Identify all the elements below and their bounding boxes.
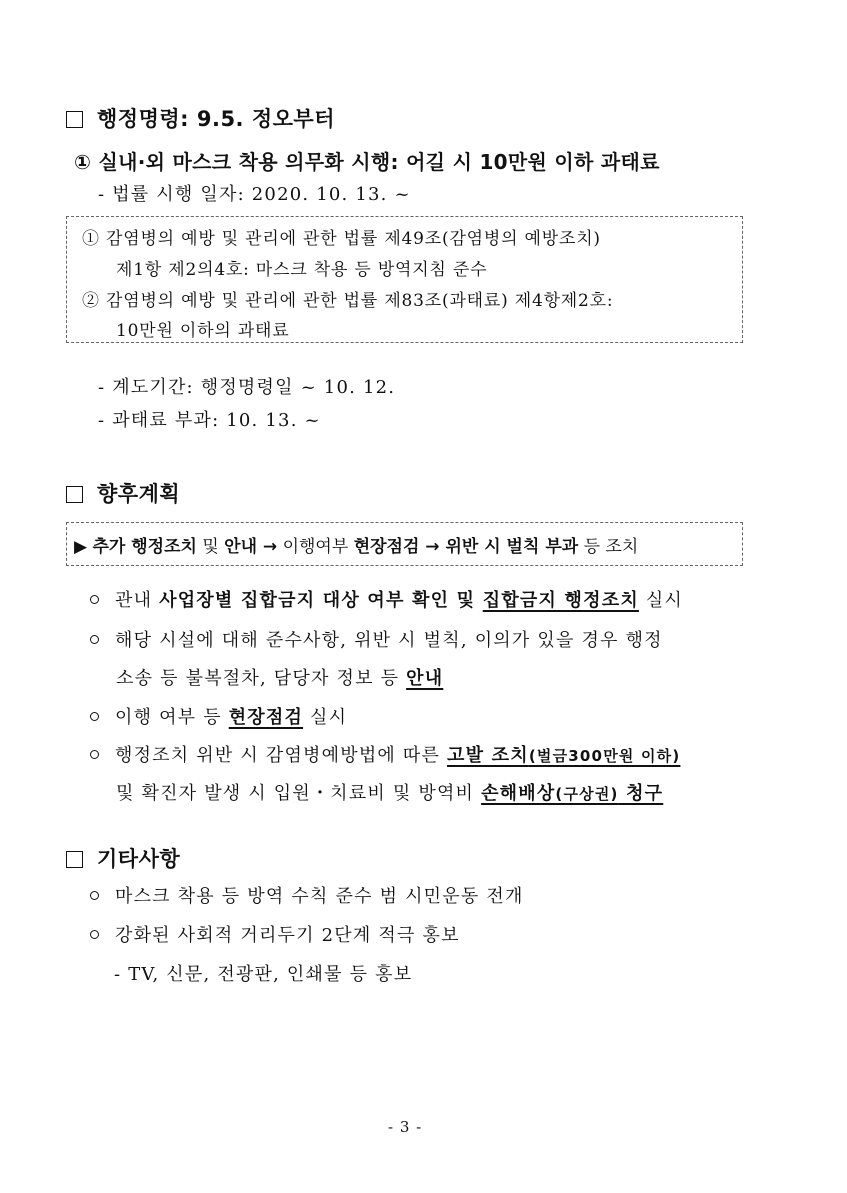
triangle-marker-icon: ▶	[74, 537, 88, 557]
law-box-line4: 10만원 이하의 과태료	[116, 321, 290, 341]
summary-part4: 이행여부	[277, 537, 354, 557]
summary-part2: 및	[196, 537, 225, 557]
plan-bullet-1: 관내 사업장별 집합금지 대상 여부 확인 및 집합금지 행정조치 실시	[90, 586, 683, 612]
checkbox-square-icon	[66, 111, 83, 128]
section3-title: 기타사항	[97, 847, 181, 871]
summary-part1: 추가 행정조치	[92, 537, 197, 557]
circle-bullet-icon	[90, 595, 99, 604]
law-box-line3: ② 감염병의 예방 및 관리에 관한 법률 제83조(과태료) 제4항제2호:	[82, 291, 614, 311]
plan-bullet-3: 이행 여부 등 현장점검 실시	[90, 703, 347, 729]
guide-period-line: - 계도기간: 행정명령일 ~ 10. 12.	[98, 377, 396, 398]
law-date-line: - 법률 시행 일자: 2020. 10. 13. ~	[98, 184, 411, 205]
fine-line: - 과태료 부과: 10. 13. ~	[98, 410, 321, 431]
plan-bullet-2-cont: 소송 등 불복절차, 담당자 정보 등 안내	[116, 668, 444, 689]
section1-item1-title: ① 실내·외 마스크 착용 의무화 시행: 어길 시 10만원 이하 과태료	[74, 150, 660, 174]
plan-bullet-2: 해당 시설에 대해 준수사항, 위반 시 벌칙, 이의가 있을 경우 행정	[90, 626, 663, 652]
section1-heading	[66, 103, 335, 133]
circle-bullet-icon	[90, 930, 99, 939]
etc-bullet-2: 강화된 사회적 거리두기 2단계 적극 홍보	[90, 921, 460, 947]
law-box-line2: 제1항 제2의4호: 마스크 착용 등 방역지침 준수	[116, 260, 488, 280]
plan-summary-line	[74, 532, 638, 557]
page-number: - 3 -	[388, 1118, 423, 1136]
section3-heading	[66, 843, 180, 873]
summary-part3: 안내 →	[224, 537, 278, 557]
circle-bullet-icon	[90, 635, 99, 644]
section2-heading	[66, 478, 180, 508]
circle-bullet-icon	[90, 712, 99, 721]
section2-title: 향후계획	[97, 482, 181, 506]
plan-bullet-4: 행정조치 위반 시 감염병예방법에 따른 고발 조치(벌금300만원 이하)	[90, 741, 680, 767]
law-box-line1: ① 감염병의 예방 및 관리에 관한 법률 제49조(감염병의 예방조치)	[82, 229, 601, 249]
checkbox-square-icon	[66, 486, 83, 503]
etc-sub-line: - TV, 신문, 전광판, 인쇄물 등 홍보	[114, 964, 413, 985]
checkbox-square-icon	[66, 851, 83, 868]
plan-bullet-4-cont: 및 확진자 발생 시 입원・치료비 및 방역비 손해배상(구상권) 청구	[116, 783, 664, 804]
etc-bullet-1: 마스크 착용 등 방역 수칙 준수 범 시민운동 전개	[90, 882, 524, 908]
circle-bullet-icon	[90, 891, 99, 900]
section1-title: 행정명령: 9.5. 정오부터	[97, 107, 335, 131]
summary-part5: 현장점검 → 위반 시 벌칙 부과	[353, 537, 579, 557]
circle-bullet-icon	[90, 750, 99, 759]
summary-part6: 등 조치	[578, 537, 639, 557]
